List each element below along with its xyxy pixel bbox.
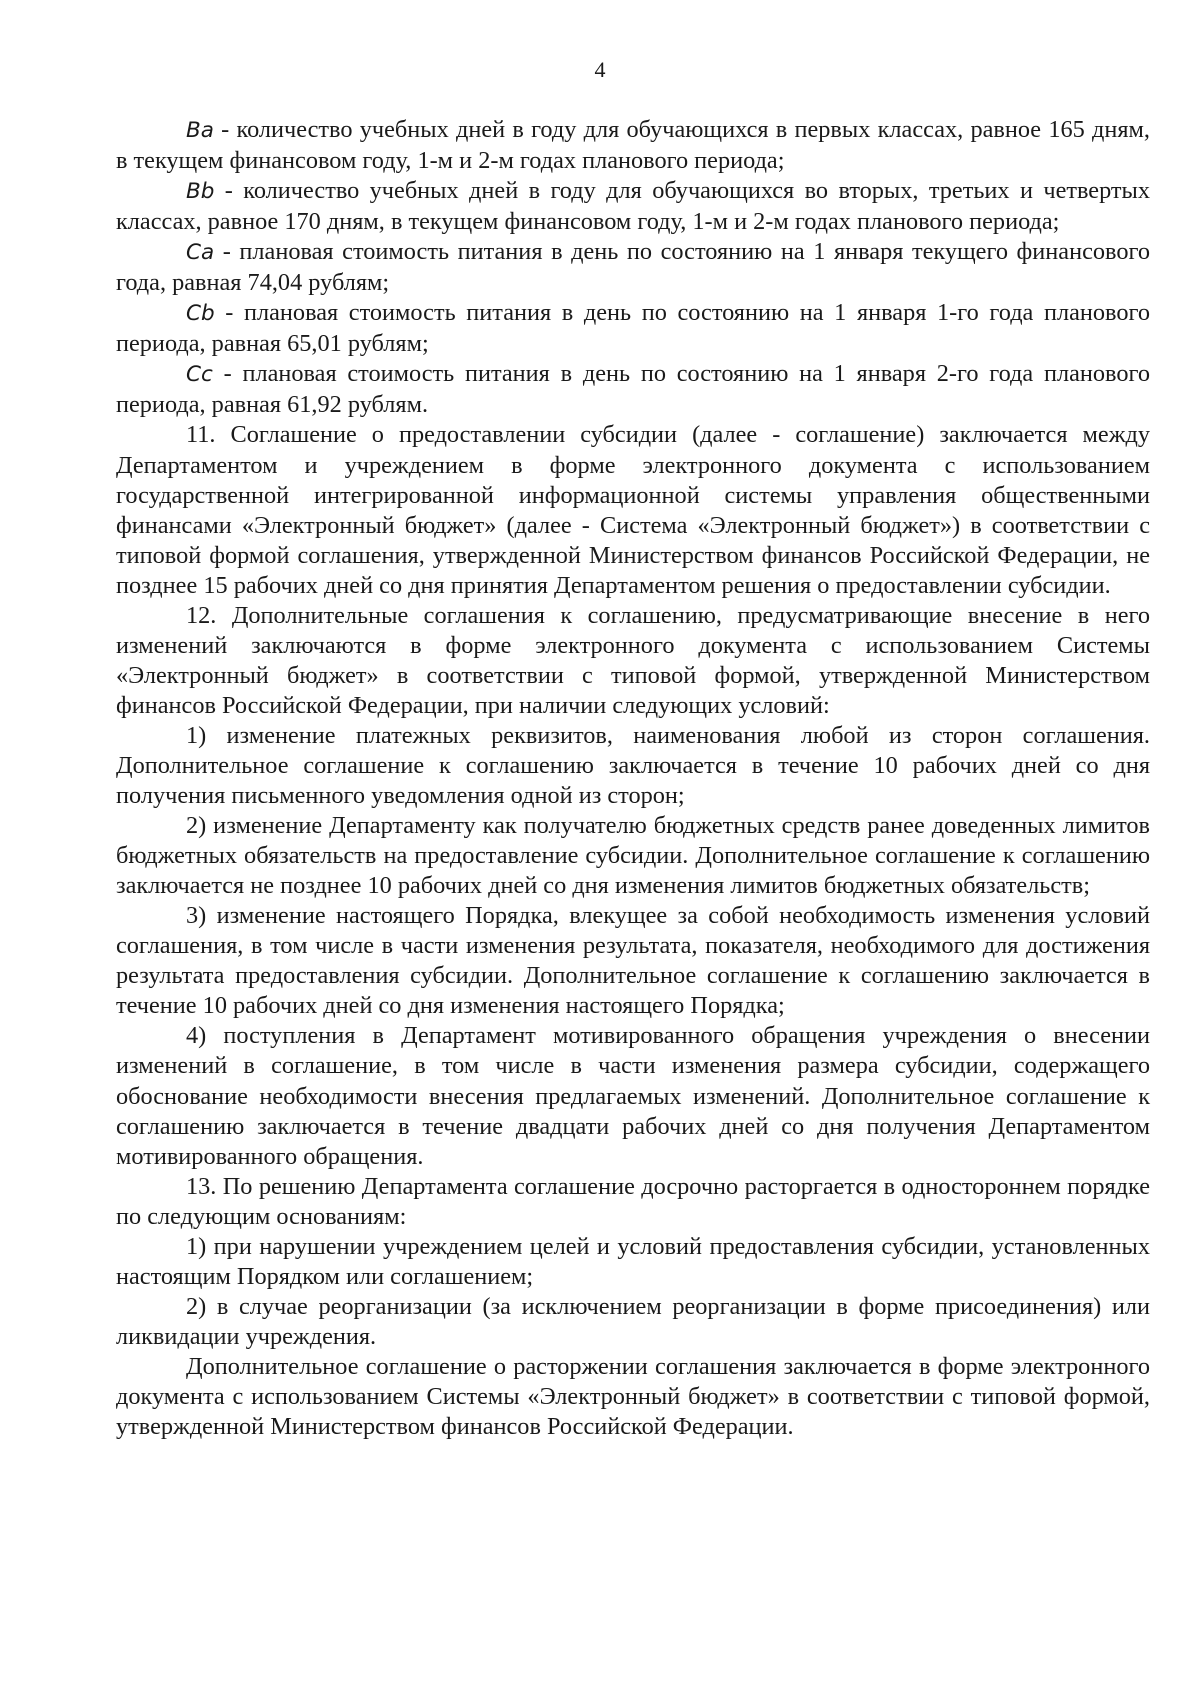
clause-12-item-1: 1) изменение платежных реквизитов, наименования любой из сторон соглашения. Дополнительное соглашение к соглашению заключается в течение 10 рабочих дней со дня получения письменного уведомления одной из сторон;: [116, 721, 1150, 810]
clause-12-item-3: 3) изменение настоящего Порядка, влекущее за собой необходимость изменения условий соглашения, в том числе в части изменения результата, показателя, необходимого для достижения результата предоставления субсидии. Дополнительное соглашение к соглашению заключается в течение 10 рабочих дней со дня изменения настоящего Порядка;: [116, 902, 1150, 1020]
clause-13: 13. По решению Департамента соглашение досрочно расторгается в одностороннем порядке по следующим основаниям:: [116, 1172, 1150, 1230]
definition-bb: [116, 176, 1150, 237]
definition-cb: [116, 298, 1150, 359]
definition-cc: [116, 359, 1150, 420]
clause-12-item-2: 2) изменение Департаменту как получателю бюджетных средств ранее доведенных лимитов бюджетных обязательств на предоставление субсидии. Дополнительное соглашение к соглашению заключается не позднее 10 рабочих дней со дня изменения лимитов бюджетных обязательств;: [116, 812, 1150, 900]
clause-13-item-2: 2) в случае реорганизации (за исключением реорганизации в форме присоединения) или ликвидации учреждения.: [116, 1292, 1150, 1350]
variable-bb: Bb: [186, 179, 215, 205]
definition-ba: [116, 115, 1150, 176]
variable-ba: Ba: [186, 118, 214, 143]
clause-12: 12. Дополнительные соглашения к соглашению, предусматривающие внесение в него изменений заключаются в форме электронного документа с использованием Системы «Электронный бюджет» в соответствии с типовой формой, утвержденной Министерством финансов Российской Федерации, при наличии следующих условий:: [116, 601, 1150, 719]
clause-11: 11. Соглашение о предоставлении субсидии (далее - соглашение) заключается между Департаментом и учреждением в форме электронного документа с использованием государственной интегрированной информационной системы управления общественными финансами «Электронный бюджет» (далее - Система «Электронный бюджет») в соответствии с типовой формой соглашения, утвержденной Министерством финансов Российской Федерации, не позднее 15 рабочих дней со дня принятия Департаментом решения о предоставлении субсидии.: [116, 421, 1150, 599]
definition-cb-text: - плановая стоимость питания в день по состоянию на 1 января 1-го года планового периода, равная 65,01 рублям;: [116, 299, 1150, 358]
variable-cc: Cc: [186, 362, 213, 388]
definition-ba-text: - количество учебных дней в году для обучающихся в первых классах, равное 165 дням, в текущем финансовом году, 1-м и 2-м годах планового периода;: [116, 116, 1150, 175]
variable-cb: Cb: [186, 301, 215, 327]
clause-12-item-4: 4) поступления в Департамент мотивированного обращения учреждения о внесении изменений в соглашение, в том числе в части изменения размера субсидии, содержащего обоснование необходимости внесения предлагаемых изменений. Дополнительное соглашение к соглашению заключается в течение двадцати рабочих дней со дня получения Департаментом мотивированного обращения.: [116, 1022, 1150, 1170]
definition-ca-text: - плановая стоимость питания в день по состоянию на 1 января текущего финансового года, равная 74,04 рублям;: [116, 238, 1150, 297]
document-body: [116, 115, 1150, 1442]
definition-cc-text: - плановая стоимость питания в день по состоянию на 1 января 2-го года планового периода, равная 61,92 рублям.: [116, 360, 1150, 419]
termination-agreement-paragraph: Дополнительное соглашение о расторжении соглашения заключается в форме электронного документа с использованием Системы «Электронный бюджет» в соответствии с типовой формой, утвержденной Министерством финансов Российской Федерации.: [116, 1352, 1150, 1441]
page-number: 4: [594, 57, 606, 82]
definition-ca: [116, 237, 1150, 298]
variable-ca: Ca: [186, 240, 215, 266]
definition-bb-text: - количество учебных дней в году для обучающихся во вторых, третьих и четвертых классах, равное 170 дням, в текущем финансовом году, 1-м и 2-м годах планового периода;: [116, 177, 1150, 236]
clause-13-item-1: 1) при нарушении учреждением целей и условий предоставления субсидии, установленных настоящим Порядком или соглашением;: [116, 1232, 1150, 1290]
